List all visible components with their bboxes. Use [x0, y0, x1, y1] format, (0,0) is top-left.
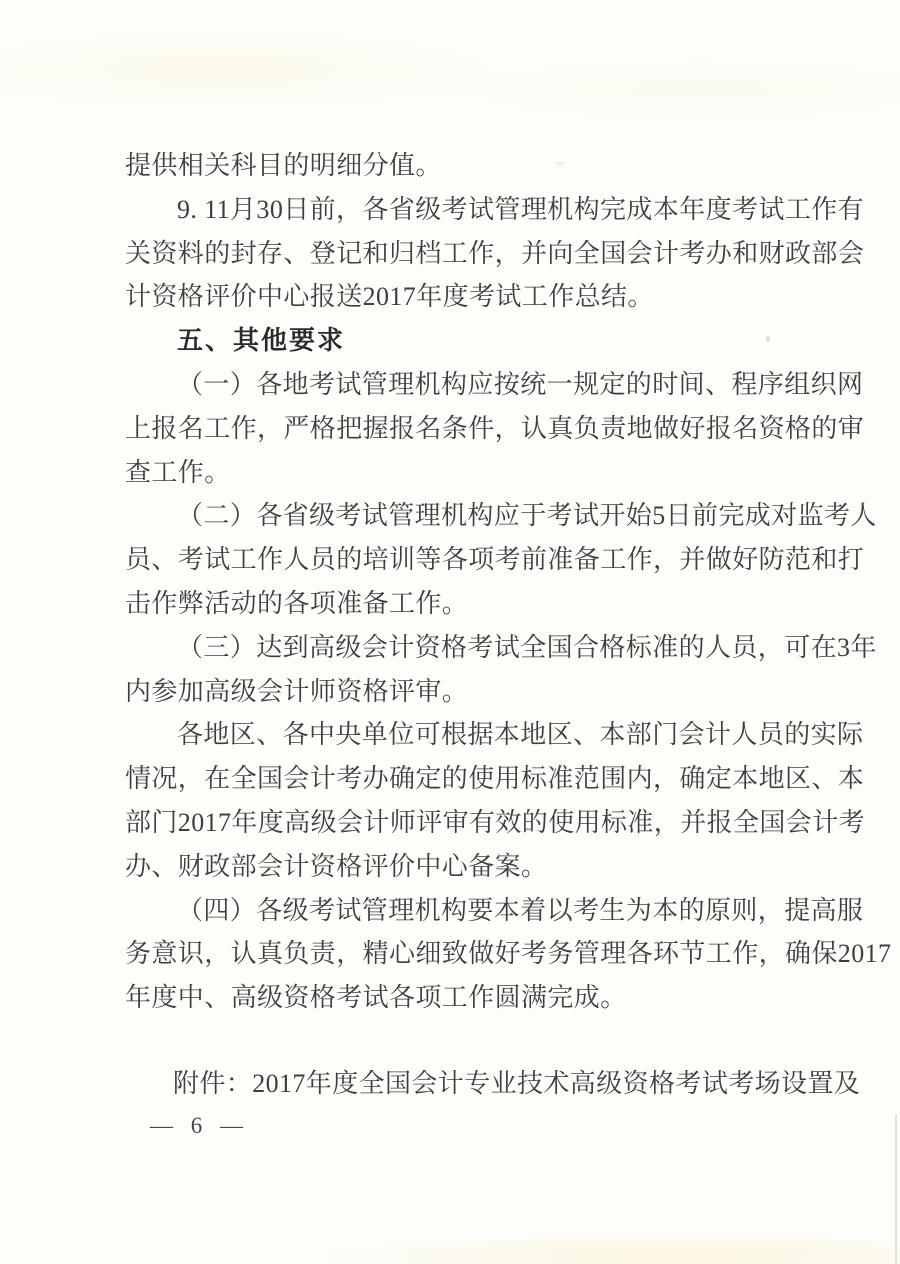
text-line: 9. 11月30日前，各省级考试管理机构完成本年度考试工作有	[177, 194, 865, 224]
text-line: 务意识，认真负责，精心细致做好考务管理各环节工作，确保2017	[125, 939, 892, 969]
text-line: 各地区、各中央单位可根据本地区、本部门会计人员的实际	[177, 720, 864, 750]
page-number: — 6 —	[150, 1113, 249, 1138]
text-line: 员、考试工作人员的培训等各项考前准备工作，并做好防范和打	[125, 545, 865, 575]
text-line: 击作弊活动的各项准备工作。	[125, 588, 469, 618]
text-line: 关资料的封存、登记和归档工作，并向全国会计考办和财政部会	[125, 238, 865, 268]
text-line: （一）各地考试管理机构应按统一规定的时间、程序组织网	[177, 369, 864, 399]
text-line: 上报名工作，严格把握报名条件，认真负责地做好报名资格的审	[125, 413, 865, 443]
scan-tint-bottom	[0, 1204, 900, 1264]
text-line: 五、其他要求	[177, 325, 346, 356]
text-line: （三）达到高级会计资格考试全国合格标准的人员，可在3年	[177, 632, 877, 662]
text-line: 办、财政部会计资格评价中心备案。	[125, 851, 548, 881]
text-line: 查工作。	[125, 457, 231, 487]
scan-tint-top	[0, 0, 900, 120]
text-line: 年度中、高级资格考试各项工作圆满完成。	[125, 983, 627, 1013]
text-line: 情况，在全国会计考办确定的使用标准范围内，确定本地区、本	[125, 764, 865, 794]
text-line: 内参加高级会计师资格评审。	[125, 676, 469, 706]
text-line: 提供相关科目的明细分值。	[125, 151, 442, 180]
attachment-note: 附件：2017年度全国会计专业技术高级资格考试考场设置及	[173, 1069, 861, 1098]
document-body	[125, 144, 892, 1020]
scan-edge-line	[895, 1114, 897, 1264]
text-line: （四）各级考试管理机构要本着以考生为本的原则，提高服	[177, 895, 864, 925]
text-line: （二）各省级考试管理机构应于考试开始5日前完成对监考人	[177, 501, 877, 531]
text-line: 计资格评价中心报送2017年度考试工作总结。	[125, 282, 654, 312]
text-line: 部门2017年度高级会计师评审有效的使用标准，并报全国会计考	[125, 807, 866, 837]
